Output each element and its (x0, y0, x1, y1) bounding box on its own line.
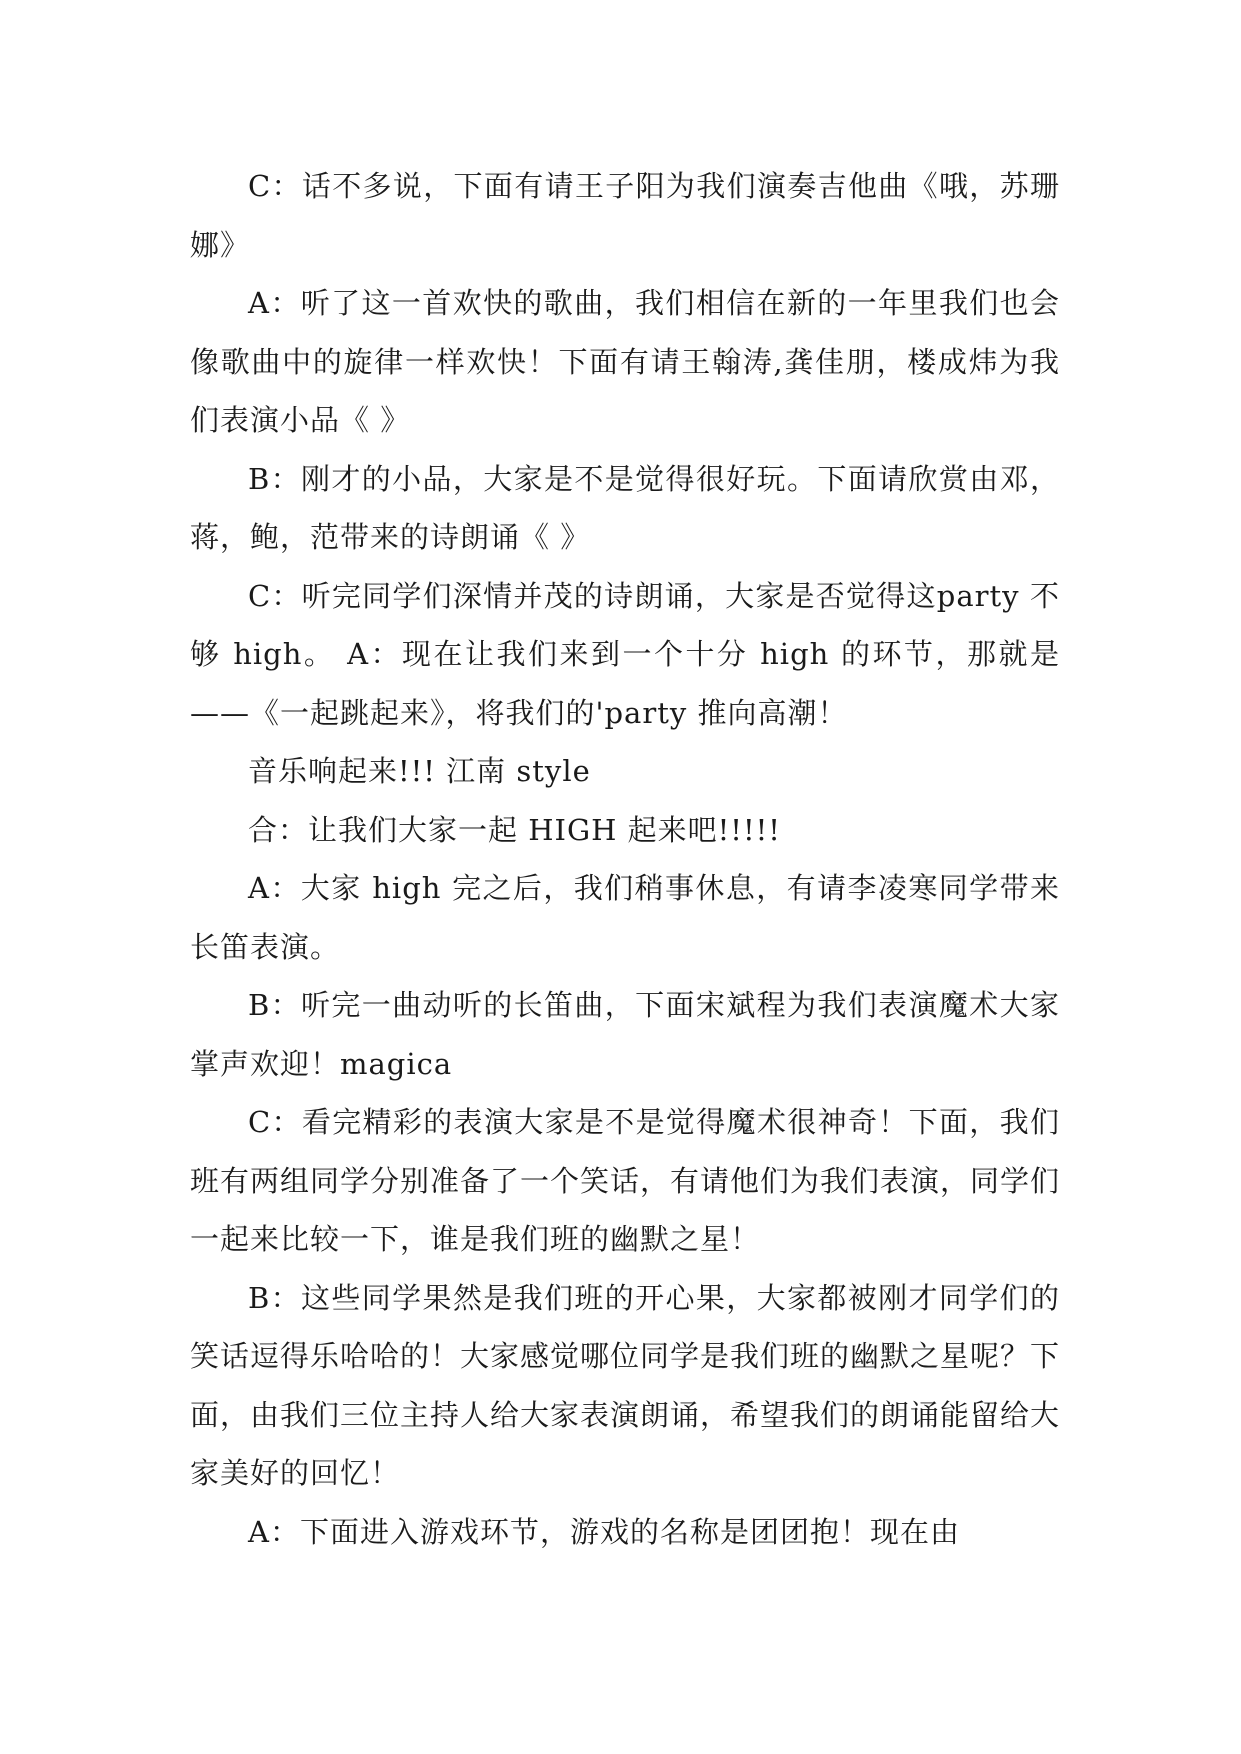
paragraph: C：话不多说，下面有请王子阳为我们演奏吉他曲《哦，苏珊娜》 (190, 169, 1060, 262)
paragraph: C：看完精彩的表演大家是不是觉得魔术很神奇！下面，我们班有两组同学分别准备了一个笑话，有请他们为我们表演，同学们一起来比较一下，谁是我们班的幽默之星！ (190, 1105, 1061, 1256)
document-body (190, 157, 1060, 1561)
paragraph: A：听了这一首欢快的歌曲，我们相信在新的一年里我们也会像歌曲中的旋律一样欢快！下面有请王翰涛,龚佳朋，楼成炜为我们表演小品《 》 (190, 286, 1060, 437)
paragraph: B：听完一曲动听的长笛曲，下面宋斌程为我们表演魔术大家掌声欢迎！magica (190, 988, 1060, 1081)
paragraph: 音乐响起来!!! 江南 style (248, 754, 591, 788)
paragraph: A：下面进入游戏环节，游戏的名称是团团抱！现在由 (248, 1514, 960, 1549)
paragraph: A：大家 high 完之后，我们稍事休息，有请李凌寒同学带来长笛表演。 (190, 871, 1060, 964)
paragraph: B：这些同学果然是我们班的开心果，大家都被刚才同学们的笑话逗得乐哈哈的！大家感觉哪位同学是我们班的幽默之星呢？下面，由我们三位主持人给大家表演朗诵，希望我们的朗诵能留给大家美好的回忆！ (190, 1280, 1061, 1490)
paragraph: C：听完同学们深情并茂的诗朗诵，大家是否觉得这party 不够 high。 A：现在让我们来到一个十分 high 的环节，那就是——《一起跳起来》，将我们的'party 推向高潮！ (190, 578, 1060, 730)
paragraph: 合：让我们大家一起 HIGH 起来吧!!!!! (248, 812, 781, 847)
paragraph: B：刚才的小品，大家是不是觉得很好玩。下面请欣赏由邓，蒋，鲍，范带来的诗朗诵《 》 (190, 461, 1060, 554)
